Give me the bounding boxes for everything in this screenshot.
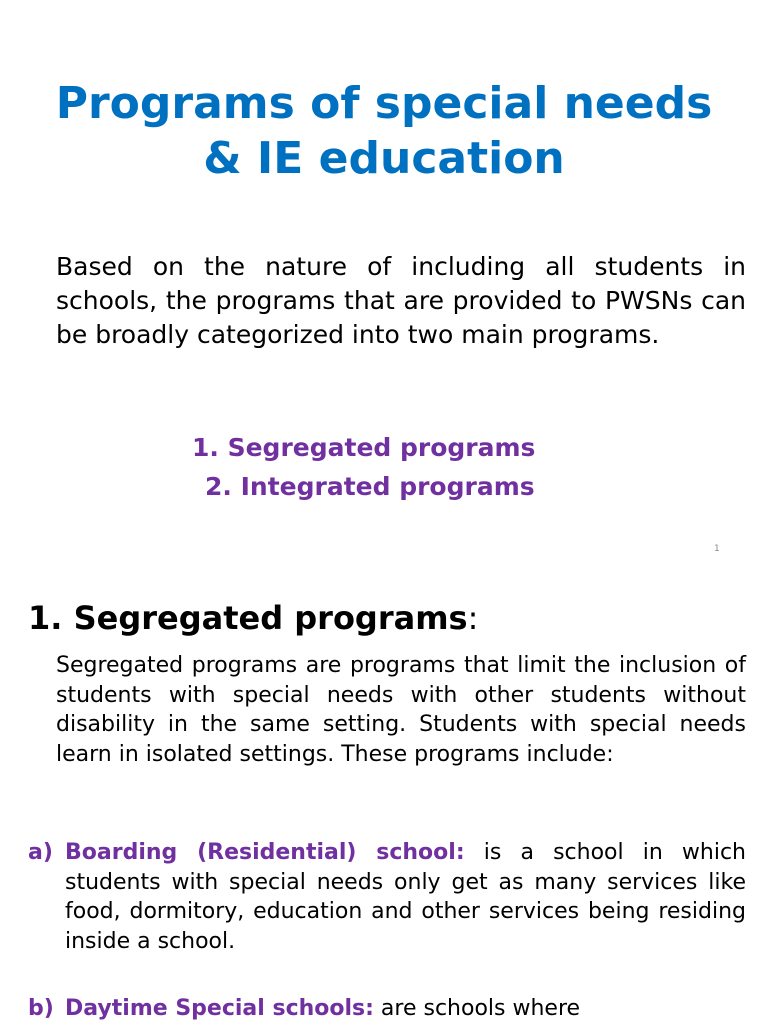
slide-title [0, 76, 768, 186]
program-item-segregated: 1. Segregated programs [192, 433, 536, 462]
intro-paragraph: Based on the nature of including all students in schools, the programs that are provided to PWSNs can be broadly categorized into two main programs. [56, 252, 746, 349]
slide-2 [0, 570, 768, 1024]
segregated-description: Segregated programs are programs that limit the inclusion of students with special needs with other students without disability in the same setting. Students with special needs learn in isolated settings. These programs include: [56, 653, 746, 767]
slide-title-line-1: Programs of special needs [55, 78, 713, 129]
item-text: are schools where [373, 996, 581, 1021]
section-heading-colon: : [467, 599, 479, 637]
slide-number: 1 [714, 544, 720, 554]
section-heading-text: 1. Segregated programs [28, 599, 468, 637]
section-heading [28, 598, 478, 638]
item-term: Daytime Special schools: [65, 996, 374, 1021]
item-text: is a school in which students with special needs only get as many services like food, dormitory, education and other services being residing inside a school. [65, 840, 747, 954]
definition-item-boarding [28, 838, 746, 956]
program-list [0, 428, 768, 506]
definition-item-daytime [28, 994, 746, 1024]
item-term: Boarding (Residential) school: [65, 840, 465, 865]
item-marker: a) [28, 840, 53, 865]
item-marker: b) [28, 996, 54, 1021]
program-item-integrated: 2. Integrated programs [205, 472, 535, 501]
slide-title-line-2: & IE education [203, 133, 565, 184]
